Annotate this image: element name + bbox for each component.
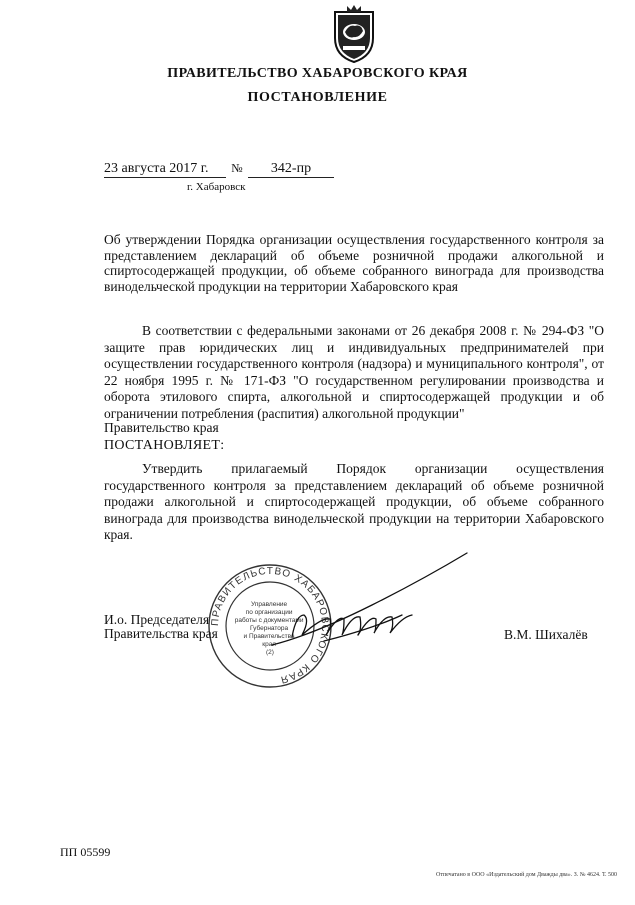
document-type-heading: ПОСТАНОВЛЕНИЕ — [247, 90, 388, 105]
stamp-line: работы с документами — [234, 617, 304, 624]
resolution-subject: Об утверждении Порядка организации осуществления государственного контроля за представлением деклараций об объеме розничной продажи алкогольной и спиртосодержащей продукции, об объеме собранного винограда для производства винодельческой продукции на территории Хабаровского края — [104, 232, 604, 294]
stamp-line: Губернатора — [250, 625, 289, 632]
government-heading: ПРАВИТЕЛЬСТВО ХАБАРОВСКОГО КРАЯ — [167, 66, 468, 81]
resolution-paragraph: Утвердить прилагаемый Порядок организации осуществления государственного контроля за представлением деклараций об объеме розничной продажи алкогольной и спиртосодержащей продукции, об объеме собранного винограда для производства винодельческой продукции на территории Хабаровского края. — [104, 461, 604, 542]
handwritten-signature — [252, 545, 512, 655]
preamble-paragraph: В соответствии с федеральными законами от 26 декабря 2008 г. № 294-ФЗ "О защите прав юридических лиц и индивидуальных предпринимателей при осуществлении государственного контроля (надзора) и муниципального контроля", от 22 ноября 1995 г. № 171-ФЗ "О государственном регулировании производства и оборота этилового спирта, алкогольной и спиртосодержащей продукции и об ограничении потребления (распития) алкогольной продукции" — [104, 323, 604, 421]
number-sign: № — [231, 161, 243, 175]
stamp-line: и Правительства — [243, 633, 295, 640]
printing-note: Отпечатано в ООО «Издательский дом Дважды два». З. № 4624. Т. 500 — [436, 872, 618, 878]
resolution-number: 342-пр — [248, 161, 334, 178]
dateline — [104, 161, 334, 178]
stamp-line: края — [262, 641, 276, 648]
document-code: ПП 05599 — [60, 845, 111, 859]
signer-title-line1: И.о. Председателя — [104, 612, 210, 627]
coat-of-arms-icon — [329, 4, 379, 64]
signer-name: В.М. Шихалёв — [504, 627, 588, 642]
stamp-line: по организации — [245, 609, 293, 616]
government-of-region: Правительство края — [104, 420, 219, 435]
resolves-heading: ПОСТАНОВЛЯЕТ: — [104, 438, 225, 453]
resolution-date: 23 августа 2017 г. — [104, 161, 226, 178]
city: г. Хабаровск — [187, 181, 246, 193]
stamp-line: (2) — [266, 649, 274, 656]
stamp-ring-text: ПРАВИТЕЛЬСТВО ХАБАРОВСКОГО КРАЯ — [209, 565, 331, 686]
stamp-line: Управление — [251, 601, 288, 608]
signer-title-line2: Правительства края — [104, 626, 218, 641]
